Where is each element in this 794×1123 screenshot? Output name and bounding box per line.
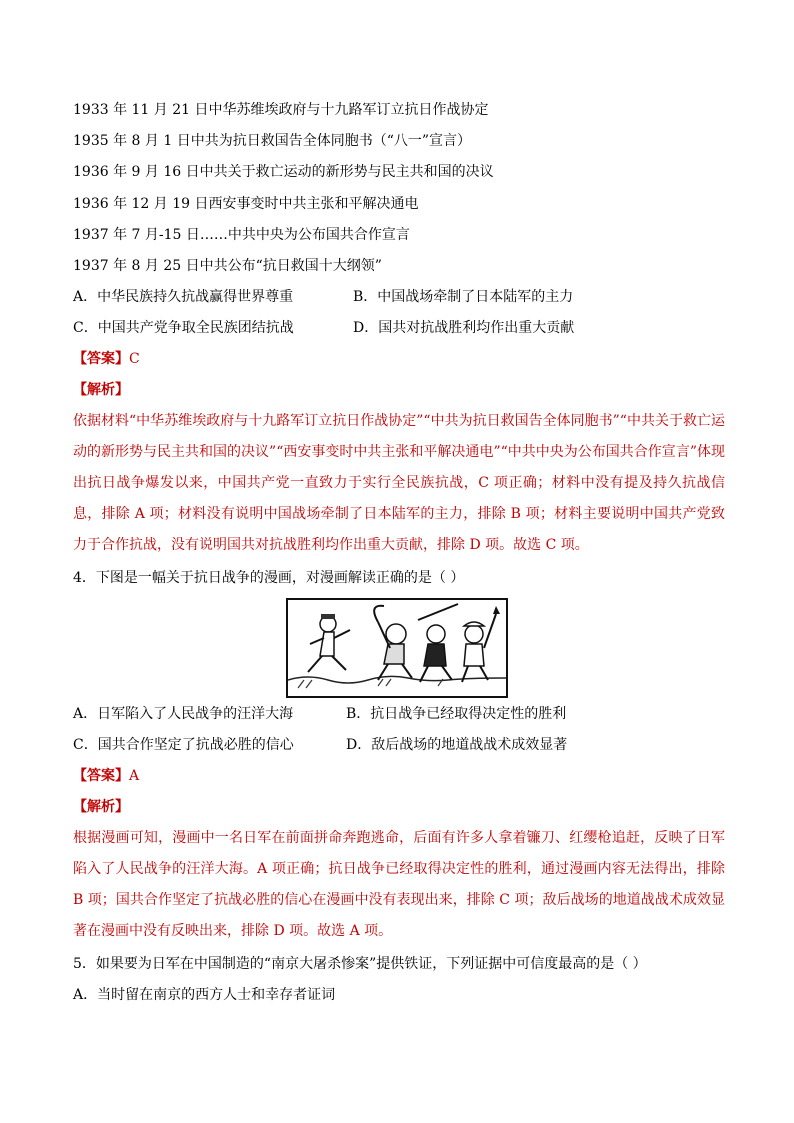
q4-option-c: C．国共合作坚定了抗战必胜的信心: [73, 737, 294, 753]
q5-option-a: A．当时留在南京的西方人士和幸存者证词: [73, 987, 336, 1003]
timeline-item: 1933 年 11 月 21 日中华苏维埃政府与十九路军订立抗日作战协定: [73, 102, 489, 118]
q3-option-a: A．中华民族持久抗战赢得世界尊重: [73, 289, 294, 305]
q4-analysis-text: 根据漫画可知，漫画中一名日军在前面拼命奔跑逃命，后面有许多人拿着镰刀、红缨枪追赶，反映了日军陷入了人民战争的汪洋大海。A 项正确；抗日战争已经取得决定性的胜利，通过漫画内容无法得出，排除 B 项；国共合作坚定了抗战必胜的信心在漫画中没有表现出来，排除 C 项；敌后战场的地道战战术成效显著在漫画中没有反映出来，排除 D 项。故选 A 项。: [73, 830, 725, 939]
timeline-item: 1937 年 8 月 25 日中共公布“抗日救国十大纲领”: [73, 258, 382, 274]
q3-analysis-label: 【解析】: [73, 382, 129, 398]
q3-option-d: D．国共对抗战胜利均作出重大贡献: [353, 320, 575, 336]
q4-option-d: D．敌后战场的地道战战术成效显著: [346, 737, 568, 753]
timeline-item: 1936 年 12 月 19 日西安事变时中共主张和平解决通电: [73, 196, 419, 212]
answer-value: A: [129, 768, 140, 784]
answer-value: C: [129, 351, 140, 367]
q4-option-b: B．抗日战争已经取得决定性的胜利: [346, 706, 567, 722]
cartoon-drawing: [288, 600, 506, 696]
timeline-item: 1935 年 8 月 1 日中共为抗日救国告全体同胞书（“八一”宣言）: [73, 133, 472, 149]
q3-answer: [73, 349, 140, 369]
timeline-item: 1936 年 9 月 16 日中共关于救亡运动的新形势与民主共和国的决议: [73, 164, 494, 180]
answer-label: 【答案】: [73, 768, 129, 784]
q5-stem: 5．如果要为日军在中国制造的“南京大屠杀惨案”提供铁证，下列证据中可信度最高的是（ ）: [73, 956, 647, 972]
cartoon-image: [286, 598, 508, 698]
q3-option-c: C．中国共产党争取全民族团结抗战: [73, 320, 294, 336]
q3-analysis-text: 依据材料“中华苏维埃政府与十九路军订立抗日作战协定”“中共为抗日救国告全体同胞书”“中共关于救亡运动的新形势与民主共和国的决议”“西安事变时中共主张和平解决通电”“中共中央为公布国共合作宣言”体现出抗日战争爆发以来，中国共产党一直致力于实行全民族抗战，C 项正确；材料中没有提及持久抗战信息，排除 A 项；材料没有说明中国战场牵制了日本陆军的主力，排除 B 项；材料主要说明中国共产党致力于合作抗战，没有说明国共对抗战胜利均作出重大贡献，排除 D 项。故选 C 项。: [73, 413, 725, 553]
q3-option-b: B．中国战场牵制了日本陆军的主力: [353, 289, 574, 305]
q4-analysis-label: 【解析】: [73, 799, 129, 815]
timeline-item: 1937 年 7 月-15 日……中共中央为公布国共合作宣言: [73, 227, 410, 243]
answer-label: 【答案】: [73, 351, 129, 367]
q4-stem: 4．下图是一幅关于抗日战争的漫画，对漫画解读正确的是（ ）: [73, 570, 465, 586]
q4-answer: [73, 766, 139, 786]
q4-option-a: A．日军陷入了人民战争的汪洋大海: [73, 706, 294, 722]
